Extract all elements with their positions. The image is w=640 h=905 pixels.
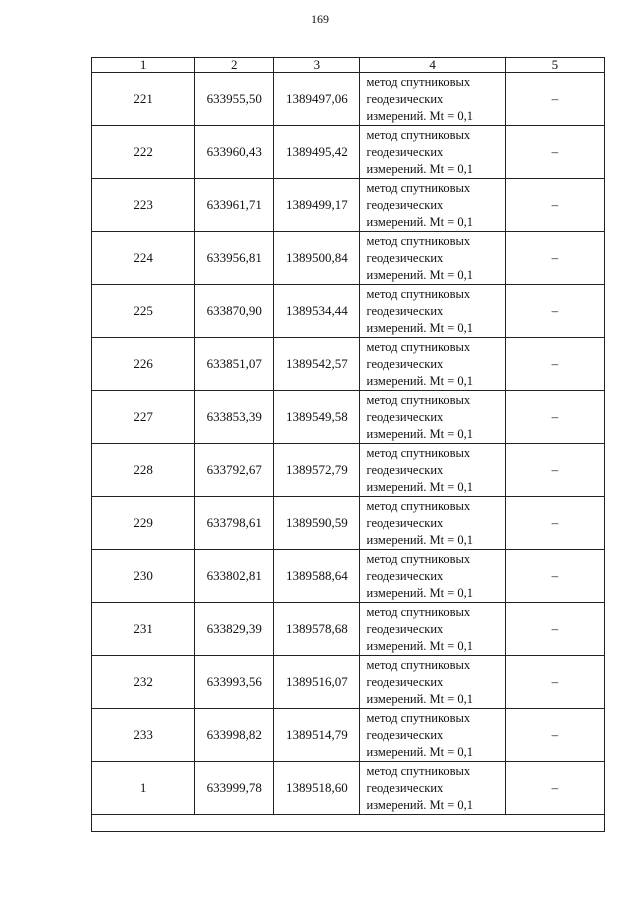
point-number-cell: 1 xyxy=(92,762,195,815)
table-row xyxy=(92,179,605,232)
table-row xyxy=(92,338,605,391)
method-cell: метод спутниковых геодезических измерений. Mt = 0,1 xyxy=(360,550,505,603)
point-number-cell: 226 xyxy=(92,338,195,391)
method-cell: метод спутниковых геодезических измерений. Mt = 0,1 xyxy=(360,285,505,338)
table-row xyxy=(92,391,605,444)
coordinates-table xyxy=(91,57,605,832)
table-empty-row xyxy=(92,815,605,832)
point-number-cell: 232 xyxy=(92,656,195,709)
method-cell: метод спутниковых геодезических измерений. Mt = 0,1 xyxy=(360,179,505,232)
point-number-cell: 222 xyxy=(92,126,195,179)
y-coordinate-cell: 1389542,57 xyxy=(274,338,360,391)
point-number-cell: 231 xyxy=(92,603,195,656)
x-coordinate-cell: 633960,43 xyxy=(195,126,274,179)
method-cell: метод спутниковых геодезических измерений. Mt = 0,1 xyxy=(360,232,505,285)
header-col-5: 5 xyxy=(505,58,604,73)
note-cell: – xyxy=(505,762,604,815)
point-number-cell: 230 xyxy=(92,550,195,603)
y-coordinate-cell: 1389534,44 xyxy=(274,285,360,338)
x-coordinate-cell: 633802,81 xyxy=(195,550,274,603)
y-coordinate-cell: 1389578,68 xyxy=(274,603,360,656)
y-coordinate-cell: 1389497,06 xyxy=(274,73,360,126)
x-coordinate-cell: 633829,39 xyxy=(195,603,274,656)
table-row xyxy=(92,444,605,497)
point-number-cell: 233 xyxy=(92,709,195,762)
table-row xyxy=(92,126,605,179)
note-cell: – xyxy=(505,444,604,497)
y-coordinate-cell: 1389500,84 xyxy=(274,232,360,285)
table-row xyxy=(92,709,605,762)
x-coordinate-cell: 633999,78 xyxy=(195,762,274,815)
x-coordinate-cell: 633792,67 xyxy=(195,444,274,497)
note-cell: – xyxy=(505,285,604,338)
empty-cell xyxy=(92,815,605,832)
point-number-cell: 229 xyxy=(92,497,195,550)
table-row xyxy=(92,232,605,285)
header-col-2: 2 xyxy=(195,58,274,73)
x-coordinate-cell: 633998,82 xyxy=(195,709,274,762)
y-coordinate-cell: 1389590,59 xyxy=(274,497,360,550)
method-cell: метод спутниковых геодезических измерений. Mt = 0,1 xyxy=(360,656,505,709)
y-coordinate-cell: 1389549,58 xyxy=(274,391,360,444)
point-number-cell: 224 xyxy=(92,232,195,285)
method-cell: метод спутниковых геодезических измерений. Mt = 0,1 xyxy=(360,762,505,815)
table-row xyxy=(92,762,605,815)
point-number-cell: 227 xyxy=(92,391,195,444)
method-cell: метод спутниковых геодезических измерений. Mt = 0,1 xyxy=(360,603,505,656)
table-row xyxy=(92,73,605,126)
note-cell: – xyxy=(505,497,604,550)
note-cell: – xyxy=(505,232,604,285)
point-number-cell: 221 xyxy=(92,73,195,126)
x-coordinate-cell: 633961,71 xyxy=(195,179,274,232)
x-coordinate-cell: 633851,07 xyxy=(195,338,274,391)
method-cell: метод спутниковых геодезических измерений. Mt = 0,1 xyxy=(360,126,505,179)
point-number-cell: 223 xyxy=(92,179,195,232)
table-header-row xyxy=(92,58,605,73)
page-number: 169 xyxy=(311,12,329,26)
x-coordinate-cell: 633956,81 xyxy=(195,232,274,285)
y-coordinate-cell: 1389499,17 xyxy=(274,179,360,232)
x-coordinate-cell: 633853,39 xyxy=(195,391,274,444)
table-row xyxy=(92,497,605,550)
note-cell: – xyxy=(505,73,604,126)
note-cell: – xyxy=(505,338,604,391)
note-cell: – xyxy=(505,656,604,709)
note-cell: – xyxy=(505,550,604,603)
method-cell: метод спутниковых геодезических измерений. Mt = 0,1 xyxy=(360,73,505,126)
x-coordinate-cell: 633993,56 xyxy=(195,656,274,709)
y-coordinate-cell: 1389514,79 xyxy=(274,709,360,762)
method-cell: метод спутниковых геодезических измерений. Mt = 0,1 xyxy=(360,338,505,391)
method-cell: метод спутниковых геодезических измерений. Mt = 0,1 xyxy=(360,497,505,550)
method-cell: метод спутниковых геодезических измерений. Mt = 0,1 xyxy=(360,391,505,444)
table-body xyxy=(92,73,605,832)
point-number-cell: 228 xyxy=(92,444,195,497)
point-number-cell: 225 xyxy=(92,285,195,338)
table-row xyxy=(92,603,605,656)
note-cell: – xyxy=(505,126,604,179)
note-cell: – xyxy=(505,179,604,232)
x-coordinate-cell: 633955,50 xyxy=(195,73,274,126)
y-coordinate-cell: 1389495,42 xyxy=(274,126,360,179)
table-row xyxy=(92,285,605,338)
x-coordinate-cell: 633798,61 xyxy=(195,497,274,550)
y-coordinate-cell: 1389516,07 xyxy=(274,656,360,709)
note-cell: – xyxy=(505,391,604,444)
method-cell: метод спутниковых геодезических измерений. Mt = 0,1 xyxy=(360,444,505,497)
header-col-1: 1 xyxy=(92,58,195,73)
header-col-3: 3 xyxy=(274,58,360,73)
note-cell: – xyxy=(505,603,604,656)
y-coordinate-cell: 1389588,64 xyxy=(274,550,360,603)
table-row xyxy=(92,550,605,603)
y-coordinate-cell: 1389572,79 xyxy=(274,444,360,497)
note-cell: – xyxy=(505,709,604,762)
x-coordinate-cell: 633870,90 xyxy=(195,285,274,338)
y-coordinate-cell: 1389518,60 xyxy=(274,762,360,815)
header-col-4: 4 xyxy=(360,58,505,73)
table-row xyxy=(92,656,605,709)
method-cell: метод спутниковых геодезических измерений. Mt = 0,1 xyxy=(360,709,505,762)
